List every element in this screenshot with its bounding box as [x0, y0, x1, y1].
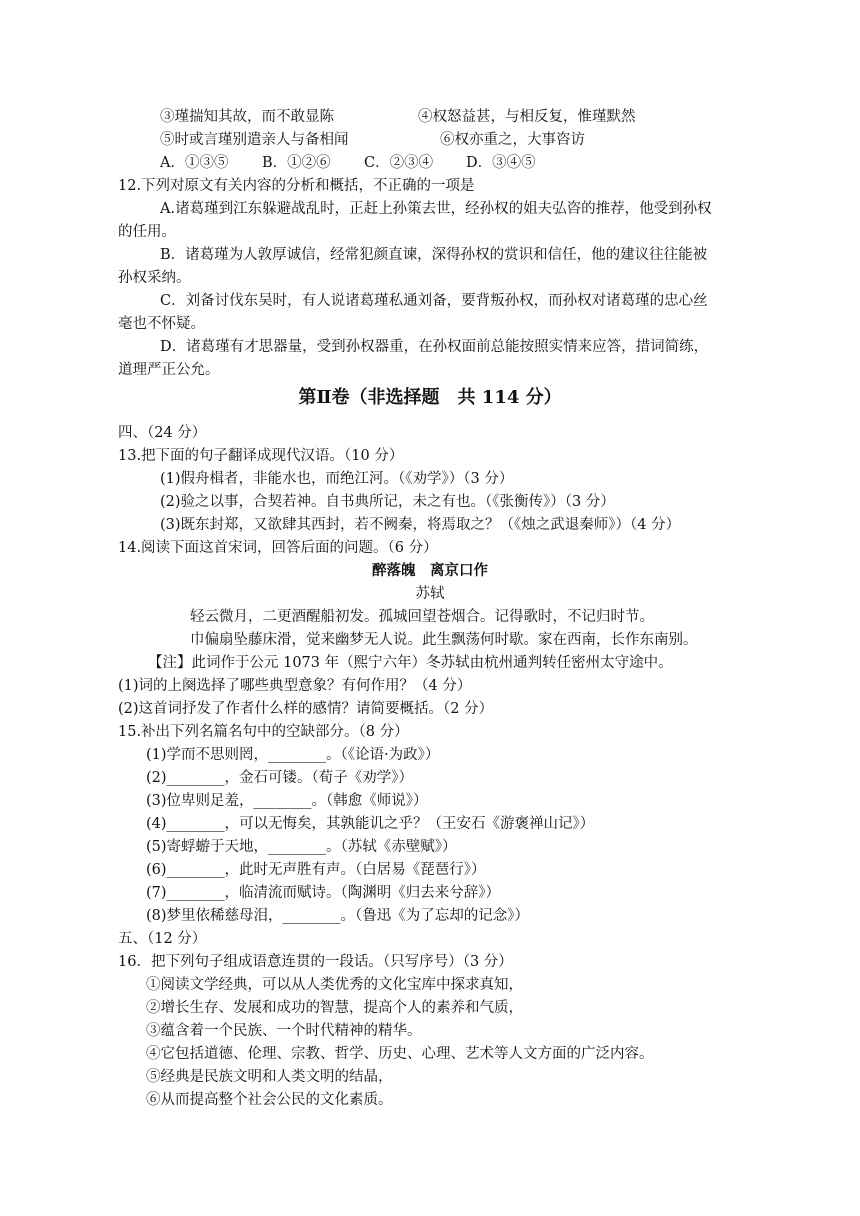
q12-stem: 12.下列对原文有关内容的分析和概括，不正确的一项是: [118, 178, 475, 194]
q16-item: ④它包括道德、伦理、宗教、哲学、历史、心理、艺术等人文方面的广泛内容。: [146, 1046, 654, 1062]
poem-line-2: 巾偏扇坠藤床滑，觉来幽梦无人说。此生飘荡何时歇。家在西南，长作东南别。: [190, 632, 698, 648]
q13-item-2: (2)验之以事，合契若神。自书典所记，未之有也。（《张衡传》）（3 分）: [160, 494, 615, 510]
q11-option-4: ④权怒益甚，与相反复，惟瑾默然: [418, 109, 636, 125]
q13-item-3: (3)既东封郑，又欲肆其西封，若不阙秦，将焉取之？（《烛之武退秦师》）（4 分）: [160, 517, 681, 533]
q15-stem: 15.补出下列名篇名句中的空缺部分。（8 分）: [118, 724, 409, 740]
q11-options-row-1: [0, 106, 860, 128]
q15-item: (1)学而不思则罔，________。（《论语·为政》）: [146, 747, 440, 763]
poem-author: 苏轼: [415, 586, 445, 602]
q15-item: (3)位卑则足羞，________。（韩愈《师说》）: [146, 793, 428, 809]
q11-choice-b: B．①②⑥: [262, 155, 331, 171]
q13-stem: 13.把下面的句子翻译成现代汉语。（10 分）: [118, 448, 404, 464]
q15-item: (7)________，临清流而赋诗。（陶渊明《归去来兮辞》）: [146, 885, 501, 901]
q14-item-2: (2)这首词抒发了作者什么样的感情？请简要概括。（2 分）: [118, 701, 494, 717]
part-4-header: 四、（24 分）: [118, 425, 207, 441]
q16-item: ⑥从而提高整个社会公民的文化素质。: [146, 1092, 393, 1108]
q15-item: (6)________，此时无声胜有声。（白居易《琵琶行》）: [146, 862, 486, 878]
q15-item: (4)________，可以无悔矣，其孰能讥之乎？（王安石《游褒禅山记》）: [146, 816, 595, 832]
q15-item: (5)寄蜉蝣于天地，________。（苏轼《赤壁赋》）: [146, 839, 457, 855]
q12-option-d-line2: 道理严正公允。: [118, 362, 220, 378]
q11-option-5: ⑤时或言瑾别遣亲人与备相闻: [160, 132, 349, 148]
q12-option-b-line2: 孙权采纳。: [118, 270, 191, 286]
section-2-title: 第Ⅱ卷（非选择题 共 114 分）: [298, 387, 562, 408]
q11-option-6: ⑥权亦重之，大事咨访: [440, 132, 585, 148]
q15-item: (8)梦里依稀慈母泪，________。（鲁迅《为了忘却的记念》）: [146, 908, 530, 924]
q14-stem: 14.阅读下面这首宋词，回答后面的问题。（6 分）: [118, 540, 438, 556]
poem-title: 醉落魄 离京口作: [372, 562, 488, 579]
q16-item: ②增长生存、发展和成功的智慧，提高个人的素养和气质，: [146, 1000, 523, 1016]
q11-choice-d: D．③④⑤: [466, 155, 536, 171]
poem-line-1: 轻云微月，二更酒醒船初发。孤城回望苍烟合。记得歌时，不记归时节。: [190, 609, 654, 625]
q12-option-c-line1: C．刘备讨伐东吴时，有人说诸葛瑾私通刘备，要背叛孙权，而孙权对诸葛瑾的忠心丝: [160, 293, 708, 309]
q11-options-row-2: [0, 129, 860, 151]
q12-option-c-line2: 毫也不怀疑。: [118, 316, 205, 332]
q11-choice-a: A．①③⑤: [160, 155, 229, 171]
q16-item: ⑤经典是民族文明和人类文明的结晶，: [146, 1069, 393, 1085]
q12-option-a-line2: 的任用。: [118, 224, 176, 240]
q12-option-b-line1: B．诸葛瑾为人敦厚诚信，经常犯颜直谏，深得孙权的赏识和信任，他的建议往往能被: [160, 247, 708, 263]
q11-option-3: ③瑾揣知其故，而不敢显陈: [160, 109, 334, 125]
part-5-header: 五、（12 分）: [118, 931, 207, 947]
poem-note: 【注】此词作于公元 1073 年（熙宁六年）冬苏轼由杭州通判转任密州太守途中。: [148, 655, 673, 671]
q14-item-1: (1)词的上阕选择了哪些典型意象？有何作用？（4 分）: [118, 678, 472, 694]
q15-item: (2)________，金石可镂。（荀子《劝学》）: [146, 770, 414, 786]
q13-item-1: (1)假舟楫者，非能水也，而绝江河。（《劝学》）（3 分）: [160, 471, 514, 487]
q16-item: ①阅读文学经典，可以从人类优秀的文化宝库中探求真知，: [146, 977, 523, 993]
q16-stem: 16．把下列句子组成语意连贯的一段话。（只写序号）（3 分）: [118, 954, 513, 970]
q12-option-d-line1: D．诸葛瑾有才思器量，受到孙权器重，在孙权面前总能按照实情来应答，措词简练，: [160, 339, 709, 355]
q12-option-a-line1: A.诸葛瑾到江东躲避战乱时，正赶上孙策去世，经孙权的姐夫弘咨的推荐，他受到孙权: [160, 201, 712, 217]
q11-choices: [0, 152, 860, 174]
q11-choice-c: C．②③④: [364, 155, 434, 171]
q16-item: ③蕴含着一个民族、一个时代精神的精华。: [146, 1023, 422, 1039]
